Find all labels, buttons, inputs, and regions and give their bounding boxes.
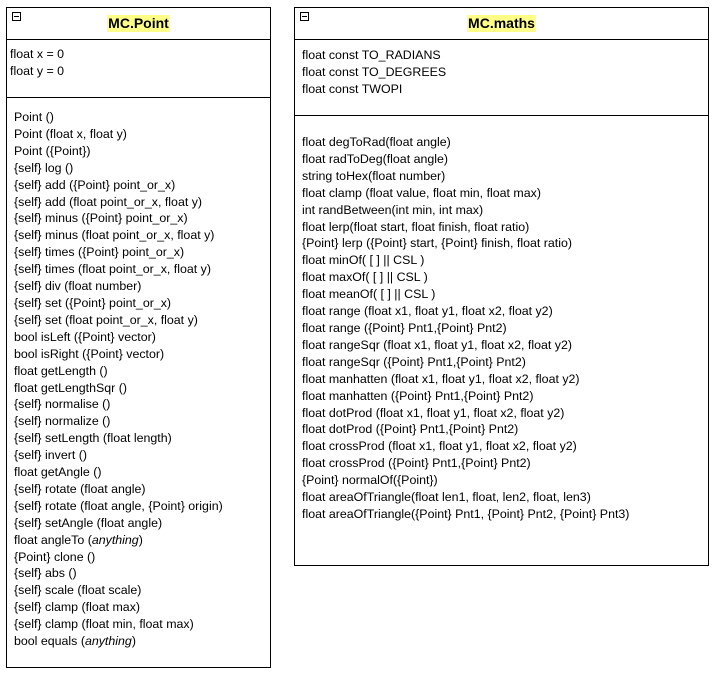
collapse-icon[interactable] [300,12,309,21]
method-line [14,633,270,650]
method-line: float range ({Point} Pnt1,{Point} Pnt2) [302,320,507,335]
method-line: {self} rotate (float angle, {Point} origin) [14,498,223,513]
method-signature-end: ) [138,532,143,547]
method-line: {self} add ({Point} point_or_x) [14,177,176,192]
method-line: float rangeSqr (float x1, float y1, float x2, float y2) [302,337,572,352]
method-line: float meanOf( [ ] || CSL ) [302,287,436,302]
method-line: float dotProd (float x1, float y1, float x2, float y2) [302,405,565,420]
class-box-maths [294,7,709,566]
method-line: {self} set ({Point} point_or_x) [14,295,172,310]
method-line: float maxOf( [ ] || CSL ) [302,270,428,285]
method-line: {self} abs () [14,566,77,581]
method-line: bool isRight ({Point} vector) [14,346,165,361]
method-line: string toHex(float number) [302,168,446,183]
method-line: float getLengthSqr () [14,380,127,395]
method-line: {self} rotate (float angle) [14,481,146,496]
method-line: float dotProd ({Point} Pnt1,{Point} Pnt2) [302,422,519,437]
method-line: {self} minus ({Point} point_or_x) [14,211,188,226]
method-line: Point (float x, float y) [14,126,127,141]
method-signature-start: float angleTo ( [14,532,92,547]
parameter-placeholder: anything [91,532,139,547]
attribute-line: float const TWOPI [302,81,403,96]
method-line: float range (float x1, float y1, float x2, float y2) [302,304,553,319]
method-line: {self} clamp (float max) [14,600,141,615]
method-line: float minOf( [ ] || CSL ) [302,253,425,268]
method-line: {self} times (float point_or_x, float y) [14,262,211,277]
class-box-point [6,7,271,668]
method-line: {self} div (float number) [14,279,142,294]
collapse-icon[interactable] [12,12,21,21]
methods-section-maths [295,116,708,523]
method-line: float getAngle () [14,465,102,480]
method-line: Point ({Point}) [14,143,91,158]
method-line: {Point} normalOf({Point}) [302,473,438,488]
method-line: float areaOfTriangle(float len1, float, len2, float, len3) [302,490,591,505]
method-line: float lerp(float start, float finish, float ratio) [302,219,530,234]
method-line: Point () [14,110,54,124]
method-signature-end: ) [131,634,136,649]
method-line: float manhatten (float x1, float y1, float x2, float y2) [302,371,580,386]
class-title-maths: MC.maths [468,15,535,31]
method-line: {self} log () [14,160,74,175]
method-line: float radToDeg(float angle) [302,151,449,166]
method-line: {self} normalize () [14,414,111,429]
methods-section-point [7,98,270,650]
attribute-line: float const TO_DEGREES [302,64,447,79]
method-line: {Point} lerp ({Point} start, {Point} finish, float ratio) [302,236,572,251]
attributes-section-maths [295,40,708,116]
method-line: {self} clamp (float min, float max) [14,617,194,632]
method-line: {Point} clone () [14,549,96,564]
method-line: float crossProd ({Point} Pnt1,{Point} Pnt2) [302,456,531,471]
method-line: float manhatten ({Point} Pnt1,{Point} Pnt2) [302,388,534,403]
method-line: {self} normalise () [14,397,111,412]
method-line: {self} times ({Point} point_or_x) [14,245,185,260]
method-line: {self} set (float point_or_x, float y) [14,312,198,327]
method-line: {self} setLength (float length) [14,431,172,446]
method-line: {self} setAngle (float angle) [14,515,163,530]
method-line: {self} minus (float point_or_x, float y) [14,228,215,243]
method-line [14,532,270,549]
method-line: float rangeSqr ({Point} Pnt1,{Point} Pnt2) [302,354,526,369]
method-signature-start: bool equals ( [14,634,85,649]
method-line: float getLength () [14,363,108,378]
attribute-line: float const TO_RADIANS [302,48,441,62]
method-line: float crossProd (float x1, float y1, float x2, float y2) [302,439,577,454]
method-line: bool isLeft ({Point} vector) [14,329,156,344]
class-header-point [7,8,270,40]
class-title-point: MC.Point [108,15,169,31]
method-line: float degToRad(float angle) [302,135,451,149]
method-line: {self} add (float point_or_x, float y) [14,194,203,209]
method-line: {self} invert () [14,448,87,463]
method-line: int randBetween(int min, int max) [302,202,484,217]
attribute-line: float x = 0 [10,47,65,61]
parameter-placeholder: anything [84,634,132,649]
attribute-line: float y = 0 [10,63,65,78]
class-header-maths [295,8,708,40]
attributes-section-point [7,40,270,98]
method-line: float clamp (float value, float min, float max) [302,185,541,200]
method-line: {self} scale (float scale) [14,583,142,598]
method-line: float areaOfTriangle({Point} Pnt1, {Point} Pnt2, {Point} Pnt3) [302,506,630,521]
